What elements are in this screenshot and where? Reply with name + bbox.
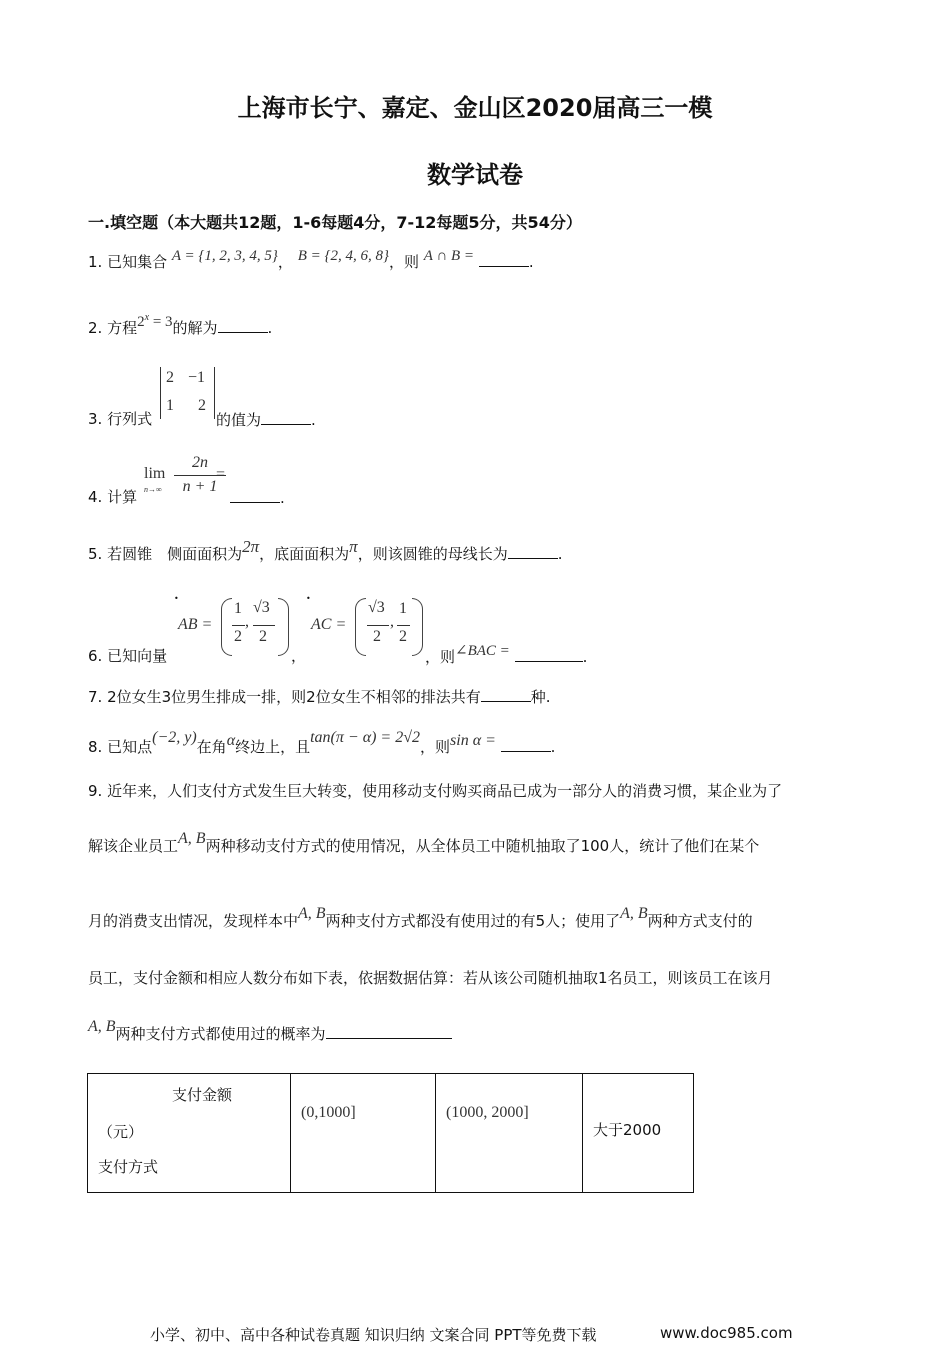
vector-ab: 1 2 , √3 2 (221, 598, 289, 656)
question-number: 9. (88, 782, 103, 800)
question-9-line-4: 员工，支付金额和相应人数分布如下表，依据数据估算：若从该公司随机抽取1名员工，则该员工在该月 (88, 969, 773, 987)
vector-arrow-mark: • (174, 594, 179, 603)
answer-blank (481, 685, 531, 702)
section-heading: 一.填空题（本大题共12题，1-6每题4分，7-12每题5分，共54分） (88, 213, 582, 232)
question-number: 6. (88, 647, 103, 665)
question-number: 8. (88, 738, 103, 756)
table-header-cell: 支付金额 （元） 支付方式 (88, 1074, 291, 1193)
answer-blank (261, 408, 311, 425)
answer-blank (508, 542, 558, 559)
question-5: 5. 若圆锥 侧面面积为2π，底面面积为π，则该圆锥的母线长为 . (88, 537, 563, 563)
answer-blank (479, 250, 529, 267)
question-9-line-5: A, B两种支付方式都使用过的概率为 (88, 1022, 452, 1044)
answer-blank (501, 735, 551, 752)
answer-blank (515, 645, 583, 662)
question-number: 5. (88, 545, 103, 563)
table-column-header: (1000, 2000] (436, 1074, 583, 1193)
vector-ac-label: AC = (311, 616, 347, 633)
question-number: 2. (88, 319, 103, 337)
question-7: 7. 2位女生3位男生排成一排，则2位女生不相邻的排法共有 种. (88, 685, 551, 707)
question-4-tail: . (230, 486, 285, 507)
question-1: 1. 已知集合 A = {1, 2, 3, 4, 5}， B = {2, 4, 6, 8}，则 A ∩ B = . (88, 248, 534, 271)
question-2: 2. 方程$2^x = 3$的解为 . (88, 312, 273, 337)
question-number: 7. (88, 688, 103, 706)
table-row (88, 1074, 694, 1193)
question-number: 3. (88, 410, 103, 428)
answer-blank (230, 486, 280, 503)
question-number: 1. (88, 253, 103, 271)
page-title: 上海市长宁、嘉定、金山区2020届高三一模 (237, 94, 713, 122)
question-9-line-3: 月的消费支出情况，发现样本中A, B两种支付方式都没有使用过的有5人；使用了A, B两种方式支付的 (88, 905, 753, 930)
question-6-tail: ，则∠BAC = . (425, 643, 588, 666)
question-number: 4. (88, 488, 103, 506)
question-9-line-1: 9. 近年来，人们支付方式发生巨大转变，使用移动支付购买商品已成为一部分人的消费习惯，某企业为了 (88, 782, 783, 800)
question-3-tail: 的值为 . (216, 408, 316, 430)
page-subtitle: 数学试卷 (427, 161, 523, 189)
footer-link[interactable]: www.doc985.com (660, 1324, 793, 1342)
vector-arrow-mark: • (306, 594, 311, 603)
question-6: 6. 已知向量 (88, 647, 168, 665)
vector-ac: √3 2 , 1 2 (355, 598, 423, 656)
answer-blank (218, 316, 268, 333)
payment-table (87, 1073, 694, 1193)
table-column-header: 大于2000 (583, 1074, 694, 1193)
determinant: 2 −1 1 2 (160, 367, 215, 419)
question-9-line-2: 解该企业员工A, B两种移动支付方式的使用情况，从全体员工中随机抽取了100人，统计了他们在某个 (88, 830, 760, 855)
table-column-header: (0,1000] (291, 1074, 436, 1193)
question-4: 4. 计算 (88, 488, 138, 506)
question-3: 3. 行列式 (88, 410, 153, 428)
question-8: 8. 已知点(−2, y)在角α终边上，且tan(π − α) = 2√2，则sin α = . (88, 729, 556, 756)
vector-ab-label: AB = (178, 616, 213, 633)
answer-blank (326, 1022, 452, 1039)
footer-text: 小学、初中、高中各种试卷真题 知识归纳 文案合同 PPT等免费下载 (150, 1326, 597, 1344)
